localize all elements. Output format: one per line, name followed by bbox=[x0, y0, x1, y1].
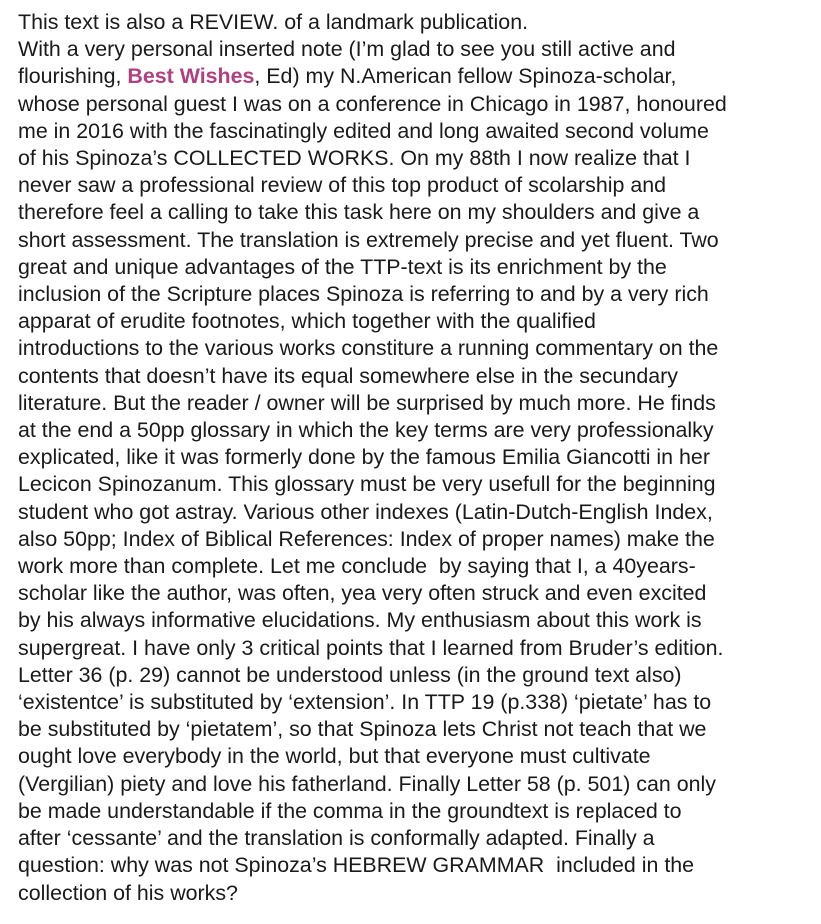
text-line: Letter 36 (p. 29) cannot be understood unless (in the ground text also) bbox=[18, 662, 682, 687]
text-segment: With a very personal inserted note (I’m glad to see you still active and bbox=[18, 37, 676, 62]
text-line: explicated, like it was formerly done by the famous Emilia Giancotti in her bbox=[18, 445, 710, 470]
text-segment: flourishing, bbox=[18, 64, 128, 89]
text-line: Lecicon Spinozanum. This glossary must be very usefull for the beginning bbox=[18, 472, 716, 497]
text-line: literature. But the reader / owner will be surprised by much more. He finds bbox=[18, 390, 716, 415]
text-line: never saw a professional review of this top product of scolarship and bbox=[18, 173, 667, 198]
text-line: after ‘cessante’ and the translation is conformally adapted. Finally a bbox=[18, 826, 655, 851]
text-line: contents that doesn’t have its equal somewhere else in the secundary bbox=[18, 363, 678, 388]
text-line: also 50pp; Index of Biblical References: Index of proper names) make the bbox=[18, 526, 715, 551]
text-line: inclusion of the Scripture places Spinoza is referring to and by a very rich bbox=[18, 282, 709, 307]
text-line: introductions to the various works constiture a running commentary on the bbox=[18, 336, 719, 361]
text-line: therefore feel a calling to take this task here on my shoulders and give a bbox=[18, 200, 700, 225]
text-line: work more than complete. Let me conclude by saying that I, a 40years- bbox=[18, 554, 696, 579]
text-segment: , Ed) my N.American fellow Spinoza-scholar, bbox=[254, 64, 677, 89]
text-line: by his always informative elucidations. My enthusiasm about this work is bbox=[18, 608, 702, 633]
review-text bbox=[18, 9, 818, 907]
text-line: ought love everybody in the world, but that everyone must cultivate bbox=[18, 744, 651, 769]
text-line: short assessment. The translation is extremely precise and yet fluent. Two bbox=[18, 227, 719, 252]
text-line: (Vergilian) piety and love his fatherland. Finally Letter 58 (p. 501) can only bbox=[18, 771, 716, 796]
text-line bbox=[18, 36, 818, 63]
text-line: great and unique advantages of the TTP-text is its enrichment by the bbox=[18, 254, 667, 279]
text-line bbox=[18, 63, 818, 90]
text-line: of his Spinoza’s COLLECTED WORKS. On my 88th I now realize that I bbox=[18, 146, 691, 171]
text-line: at the end a 50pp glossary in which the key terms are very professionalky bbox=[18, 418, 714, 443]
text-line: ‘existentce’ is substituted by ‘extension’. In TTP 19 (p.338) ‘pietate’ has to bbox=[18, 690, 712, 715]
text-line: me in 2016 with the fascinatingly edited and long awaited second volume bbox=[18, 118, 709, 143]
text-line: This text is also a REVIEW. of a landmark publication. bbox=[18, 10, 529, 34]
text-line: be made understandable if the comma in the groundtext is replaced to bbox=[18, 798, 682, 823]
text-line: collection of his works? bbox=[18, 880, 238, 905]
text-line: supergreat. I have only 3 critical points that I learned from Bruder’s edition. bbox=[18, 635, 724, 660]
text-line: whose personal guest I was on a conference in Chicago in 1987, honoured bbox=[18, 91, 727, 116]
text-line: be substituted by ‘pietatem’, so that Spinoza lets Christ not teach that we bbox=[18, 717, 707, 742]
text-line: question: why was not Spinoza’s HEBREW GRAMMAR included in the bbox=[18, 853, 695, 878]
text-line: scholar like the author, was often, yea very often struck and even excited bbox=[18, 581, 707, 606]
highlight-text: Best Wishes bbox=[127, 64, 255, 89]
text-line: apparat of erudite footnotes, which together with the qualified bbox=[18, 309, 596, 334]
text-line: student who got astray. Various other indexes (Latin-Dutch-English Index, bbox=[18, 499, 713, 524]
